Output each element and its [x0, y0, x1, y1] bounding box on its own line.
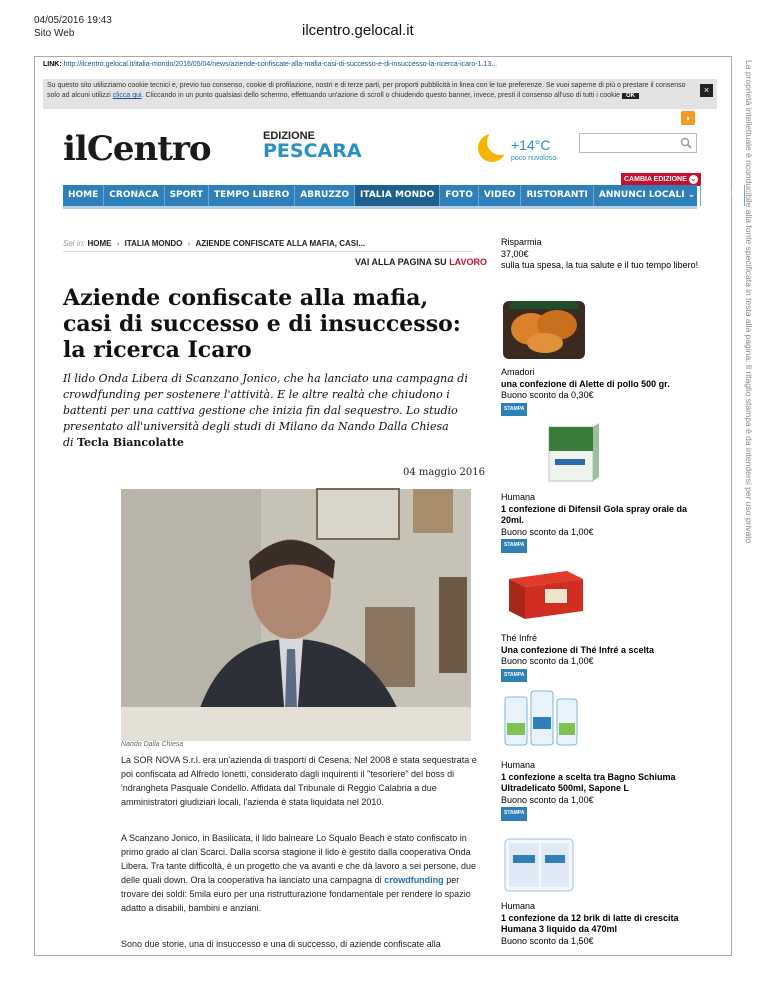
offer-card[interactable]: [501, 367, 711, 416]
sidebar-header: Risparmia: [501, 237, 542, 247]
cookie-link[interactable]: clicca qui: [112, 92, 142, 99]
nav-video[interactable]: VIDEO: [479, 185, 522, 206]
product-image-the-infre[interactable]: [505, 565, 585, 623]
print-coupon-button[interactable]: STAMPA: [501, 539, 527, 553]
cookie-banner: [43, 79, 717, 109]
product-image-humana-bath[interactable]: [501, 687, 581, 751]
offer-title: 1 confezione di Difensil Gola spray orale da 20ml.: [501, 503, 688, 525]
main-nav: [63, 185, 740, 209]
edition-label-text: EDIZIONE: [263, 130, 315, 142]
rss-icon[interactable]: ◗: [681, 111, 695, 125]
print-coupon-button[interactable]: STAMPA: [501, 669, 527, 683]
offer-card[interactable]: [501, 901, 711, 947]
weather-temperature: +14°C: [511, 137, 551, 153]
offer-brand: Thé Infré: [501, 633, 538, 643]
nav-abruzzo[interactable]: ABRUZZO: [295, 185, 355, 206]
topic-link-topic[interactable]: LAVORO: [449, 257, 488, 267]
nav-ristoranti[interactable]: RISTORANTI: [521, 185, 593, 206]
offer-discount: Buono sconto da 0,30€: [501, 390, 594, 400]
weather-description: poco nuvoloso: [511, 155, 557, 162]
weather-moon-icon: [475, 131, 509, 165]
offer-brand: Humana: [501, 901, 536, 911]
breadcrumb-home[interactable]: HOME: [87, 239, 112, 248]
breadcrumb-separator-icon: ›: [187, 239, 191, 248]
sidebar-amount: 37,00€: [501, 248, 529, 259]
cookie-text-1: Su questo sito utilizziamo cookie tecnici e, previo tuo consenso, cookie di profilazione, nostri e di terze parti, per proporti pubblicità in linea con le tue preferenze. Se vuoi saperne di più o prestare il consenso solo ad alcuni utilizzi: [47, 82, 686, 99]
nav-prima[interactable]: PRIMA: [701, 185, 745, 206]
offer-brand: Amadori: [501, 367, 535, 377]
topic-link[interactable]: [355, 257, 487, 267]
nav-annunci-locali[interactable]: [594, 185, 701, 206]
article-paragraph: [121, 831, 477, 915]
article-lead-text: Il lido Onda Libera di Scanzano Jonico, che ha lanciato una campagna di crowdfunding per sostenere l'attività. E le altre realtà che chiudono i battenti per una cattiva gestione che inizia fin dal sequestro. Lo studio presentato all'università degli studi di Milano da Nando Dalla Chiesa: [63, 372, 468, 433]
topic-link-text: VAI ALLA PAGINA SU: [355, 257, 447, 267]
side-copyright-notice: [740, 60, 754, 600]
offer-card[interactable]: [501, 760, 711, 821]
search-icon[interactable]: [680, 137, 692, 149]
article-paragraph: Sono due storie, una di insuccesso e una di successo, di aziende confiscate alla: [121, 939, 441, 949]
breadcrumb: [63, 239, 473, 252]
article-photo: [121, 489, 471, 741]
link-label: LINK:: [43, 61, 62, 68]
print-date: 04/05/2016 19:43: [34, 15, 112, 26]
cookie-text-2: . Cliccando in un punto qualsiasi dello schermo, effettuando un'azione di scroll o chiudendo questo banner, invece, presti il consenso all'uso di tutti i cookie: [141, 92, 621, 99]
offer-brand: Humana: [501, 760, 536, 770]
page-capture: [34, 56, 740, 956]
article-date: 04 maggio 2016: [403, 467, 485, 478]
nav-annunci-label: ANNUNCI LOCALI: [598, 190, 685, 200]
edition-label: [263, 131, 362, 161]
edition-city: PESCARA: [263, 140, 362, 162]
breadcrumb-italia-mondo[interactable]: ITALIA MONDO: [124, 239, 183, 248]
change-edition-label: CAMBIA EDIZIONE: [624, 176, 687, 183]
print-source: Sito Web: [34, 28, 75, 39]
offer-title: 1 confezione da 12 brik di latte di crescita Humana 3 liquido da 470ml: [501, 912, 679, 934]
product-image-chicken[interactable]: [501, 297, 587, 363]
offer-discount: Buono sconto da 1,50€: [501, 935, 594, 946]
paragraph-text: A Scanzano Jonico, in Basilicata, il lido balneare Lo Squalo Beach è stato confiscato in primo grado al clan Scarci. Dalla scorsa stagione il lido è gestito dalla cooperativa Onda Libera. Tra tante difficoltà, è un progetto che va avanti e che dà lavoro a sei persone, due delle quali down. Ora la cooperativa ha lanciato una campagna di: [121, 833, 477, 885]
sidebar-intro: [501, 237, 711, 272]
crowdfunding-link[interactable]: crowdfunding: [384, 875, 444, 885]
product-image-humana-milk[interactable]: [501, 833, 581, 897]
product-image-difensil[interactable]: [545, 419, 601, 483]
nav-cronaca[interactable]: CRONACA: [104, 185, 164, 206]
article-author: Tecla Biancolatte: [77, 436, 184, 449]
paragraph-text: per trovare dei soldi: 5mila euro per una ristrutturazione fondamentale per rendere lo spazio adatto a disabili, bambini e anziani.: [121, 875, 471, 913]
cookie-close-button[interactable]: ×: [700, 84, 713, 97]
link-url[interactable]: http://ilcentro.gelocal.it/italia-mondo/2016/05/04/news/aziende-confiscate-alla-mafia-casi-di-successo-e-di-insuccesso-la-ricerca-icaro-1.13...: [63, 61, 498, 68]
print-header: [34, 14, 112, 40]
side-notice-text: La proprietà intellettuale è riconducibile alla fonte specificata in testa alla pagina. Il ritaglio stampa è da intendersi per uso privato: [744, 60, 754, 544]
chevron-down-icon: ⌄: [687, 190, 696, 200]
article-headline: Aziende confiscate alla mafia, casi di successo e di insuccesso: la ricerca Icaro: [63, 285, 461, 363]
offer-discount: Buono sconto da 1,00€: [501, 526, 594, 537]
offer-discount: Buono sconto da 1,00€: [501, 656, 594, 666]
nav-foto[interactable]: FOTO: [440, 185, 479, 206]
nav-tempo-libero[interactable]: TEMPO LIBERO: [209, 185, 295, 206]
author-prefix: di: [63, 436, 74, 449]
breadcrumb-current: AZIENDE CONFISCATE ALLA MAFIA, CASI...: [195, 239, 366, 248]
chevron-down-icon: ⌄: [690, 176, 697, 183]
search-input[interactable]: [579, 133, 697, 153]
offer-brand: Humana: [501, 492, 536, 502]
article-lead: [63, 371, 483, 451]
photo-caption: Nando Dalla Chiesa: [121, 741, 184, 748]
nav-home[interactable]: HOME: [63, 185, 104, 206]
link-line: [43, 61, 497, 68]
offer-title: 1 confezione a scelta tra Bagno Schiuma Ultradelicato 500ml, Sapone L: [501, 771, 676, 793]
cookie-ok-button[interactable]: OK: [622, 93, 639, 99]
breadcrumb-separator-icon: ›: [116, 239, 120, 248]
sidebar-tagline: sulla tua spesa, la tua salute e il tuo tempo libero!: [501, 260, 699, 270]
offer-title: una confezione di Alette di pollo 500 gr.: [501, 378, 670, 389]
offer-card[interactable]: [501, 492, 711, 553]
breadcrumb-prefix: Sei in:: [63, 239, 86, 248]
offer-card[interactable]: [501, 633, 711, 682]
offer-title: Una confezione di Thé Infré a scelta: [501, 644, 655, 655]
site-logo[interactable]: ilCentro: [63, 129, 211, 169]
article-paragraph: La SOR NOVA S.r.l. era un'azienda di trasporti di Cesena. Nel 2008 è stata sequestrata e poi confiscata ad Alfredo Ionetti, considerato dagli inquirenti il "tesoriere" del boss di 'ndrangheta Pasquale Condello. Affidata dal Tribunale di Reggio Calabria a due amministratori giudiziari locali, l'azienda è stata liquidata nel 2010.: [121, 755, 477, 807]
offer-discount: Buono sconto da 1,00€: [501, 794, 594, 805]
nav-italia-mondo[interactable]: ITALIA MONDO: [355, 185, 440, 206]
print-coupon-button[interactable]: STAMPA: [501, 807, 527, 821]
print-site-name: ilcentro.gelocal.it: [302, 22, 414, 39]
print-coupon-button[interactable]: STAMPA: [501, 403, 527, 417]
nav-sport[interactable]: SPORT: [165, 185, 209, 206]
